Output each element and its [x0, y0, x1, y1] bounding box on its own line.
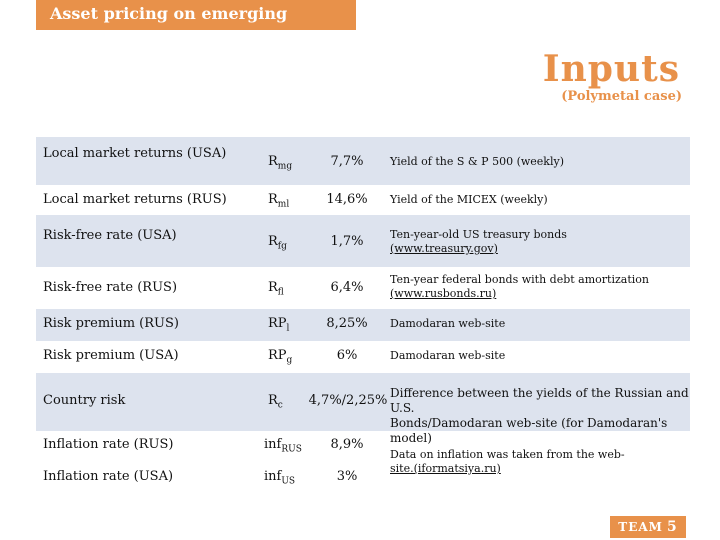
row-symbol: inf$_{US}$ [264, 469, 296, 487]
row-symbol: $R_{ml}$ [268, 192, 290, 210]
row-label: Inflation rate (RUS) [43, 437, 174, 452]
row-symbol: $R_{fg}$ [268, 234, 287, 252]
row-source: Yield of the MICEX (weekly) [390, 193, 548, 206]
row-label: Local market returns (RUS) [43, 192, 227, 207]
row-label: Inflation rate (USA) [43, 469, 174, 484]
page-title: Inputs [542, 48, 680, 90]
inputs-table [36, 137, 690, 497]
table-row-group [36, 431, 690, 497]
row-label: Risk-free rate (RUS) [43, 280, 178, 295]
row-source: Ten-year-old US treasury bonds (www.treasury.gov) [390, 228, 567, 255]
row-source: Yield of the S & P 500 (weekly) [390, 155, 564, 168]
row-label: Risk premium (USA) [43, 348, 179, 363]
table-row [36, 309, 690, 341]
table-row [36, 137, 690, 185]
table-row [36, 341, 690, 373]
row-value: 7,7% [330, 154, 364, 169]
row-symbol: $R_c$ [268, 393, 283, 411]
row-source: Data on inflation was taken from the web- site.(iformatsiya.ru) [390, 448, 625, 475]
row-label: Country risk [43, 393, 126, 408]
table-row [36, 215, 690, 267]
row-source: Damodaran web-site [390, 317, 506, 330]
row-value: 8,9% [330, 437, 364, 452]
row-value: 6% [336, 348, 358, 363]
row-symbol: $RP_g$ [268, 348, 293, 366]
row-symbol: inf$_{RUS}$ [264, 437, 302, 455]
row-label: Risk premium (RUS) [43, 316, 179, 331]
row-symbol: $R_{mg}$ [268, 154, 293, 172]
row-value: 4,7%/2,25% [308, 393, 388, 408]
row-symbol: $R_{fl}$ [268, 280, 284, 298]
row-source: Ten-year federal bonds with debt amortization (www.rusbonds.ru) [390, 273, 649, 300]
row-source: Damodaran web-site [390, 349, 506, 362]
row-label: Local market returns (USA) [43, 146, 227, 161]
row-source: Difference between the yields of the Russian and U.S. Bonds/Damodaran web-site (for Damodaran's model) [390, 386, 689, 445]
row-value: 6,4% [330, 280, 364, 295]
row-symbol: $RP_l$ [268, 316, 290, 334]
table-row [36, 267, 690, 309]
header-banner: Asset pricing on emerging markets [36, 0, 356, 30]
row-value: 14,6% [326, 192, 368, 207]
table-row [36, 185, 690, 215]
row-value: 1,7% [330, 234, 364, 249]
page-subtitle: (Polymetal case) [561, 89, 682, 104]
row-value: 8,25% [326, 316, 368, 331]
row-value: 3% [336, 469, 358, 484]
team-badge: TEAM 5 [610, 516, 686, 538]
row-label: Risk-free rate (USA) [43, 228, 177, 243]
